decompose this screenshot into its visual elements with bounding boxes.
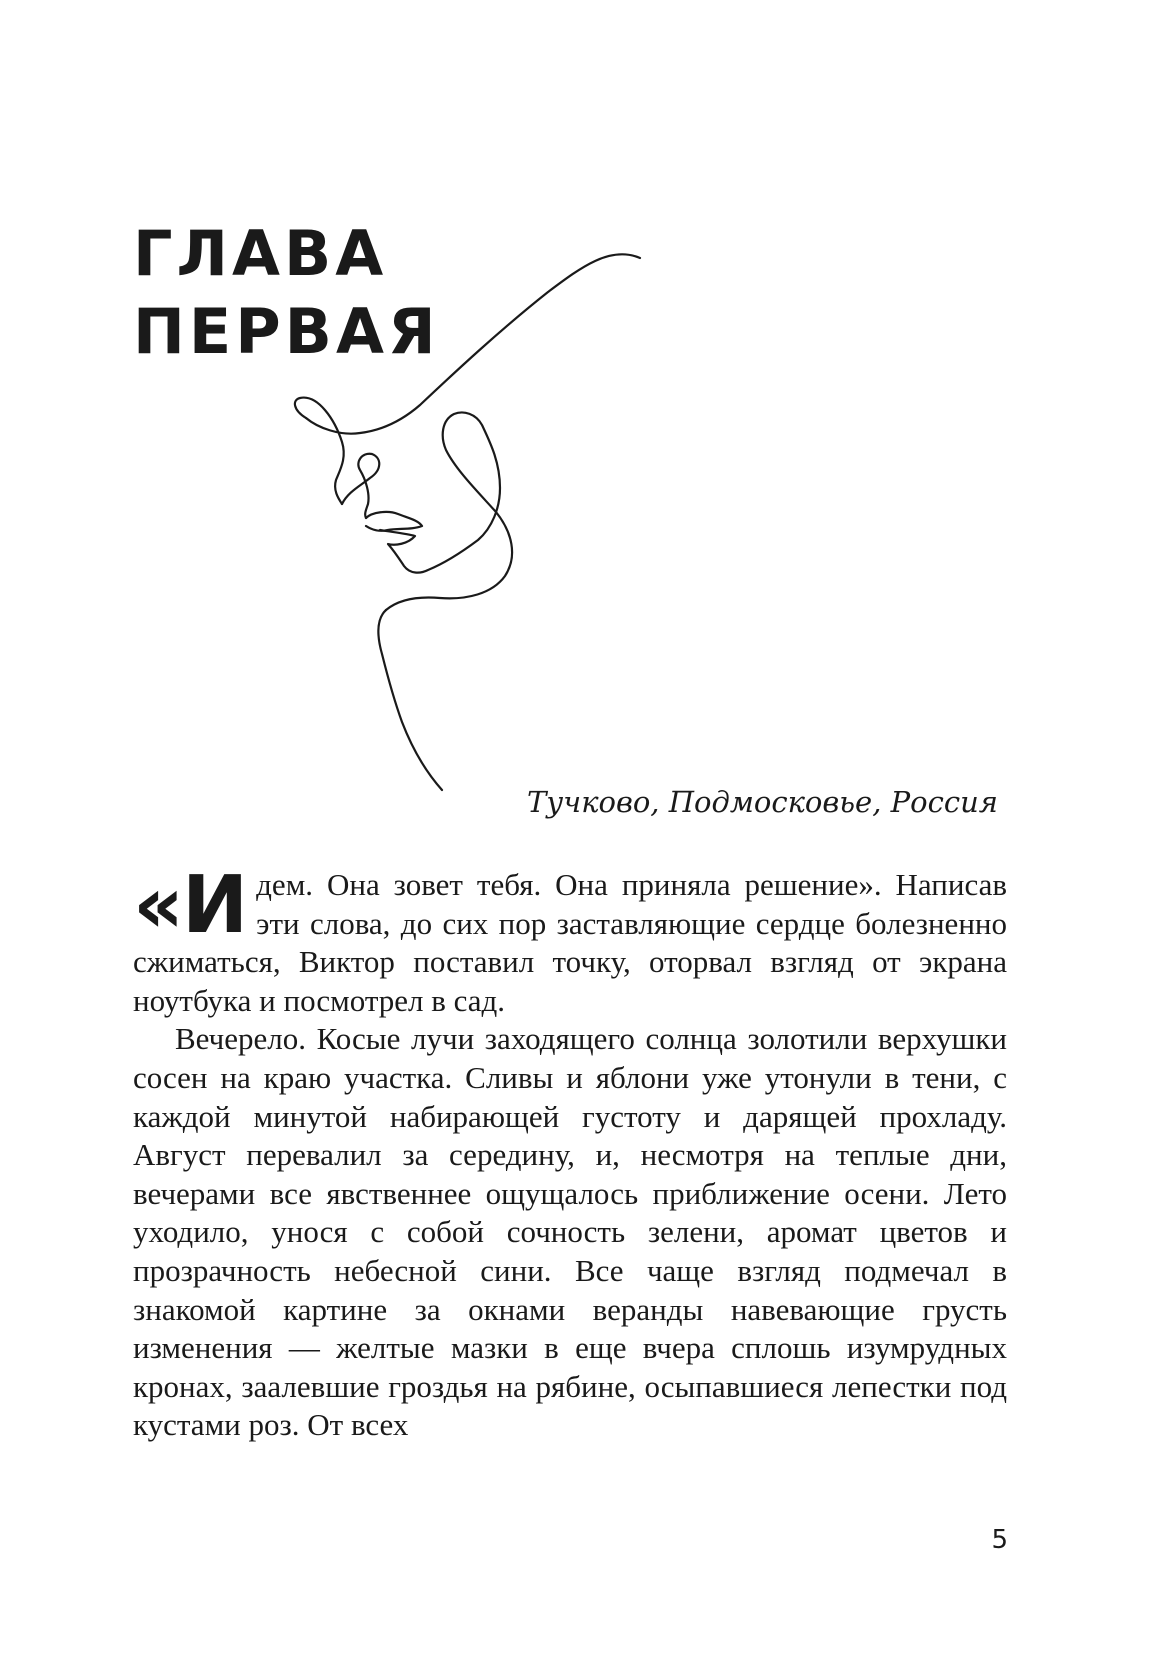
body-text [133, 859, 1007, 1445]
page-number: 5 [991, 1525, 1008, 1555]
paragraph-2: Вечерело. Косые лучи заходящего солнца золотили верхушки сосен на краю участка. Сливы и яблони уже утонули в тени, с каждой минутой набирающей густоту и дарящей прохладу. Август перевалил за середину, и, несмотря на теплые дни, вечерами все явственнее ощущалось приближение осени. Лето уходило, унося с собой сочность зелени, аромат цветов и прозрачность небесной сини. Все чаще взгляд подмечал в знакомой картине за окнами веранды навевающие грусть изменения — желтые мазки в еще вчера сплошь изумрудных кронах, заалевшие гроздья на рябине, осыпавшиеся лепестки под кустами роз. От всех [133, 1021, 1007, 1443]
chapter-title-line-2: ПЕРВАЯ [133, 295, 440, 368]
chapter-title-line-1: ГЛАВА [133, 217, 388, 290]
paragraph-1-text: дем. Она зовет тебя. Она приняла решение». Написав эти слова, до сих пор заставляющие сердце болезненно сжиматься, Виктор поставил точку, оторвал взгляд от экрана ноутбука и посмотрел в сад. [133, 867, 1007, 1018]
drop-cap: «И [133, 859, 247, 951]
paragraph-1 [133, 859, 1007, 1020]
location-caption: Тучково, Подмосковье, Россия [526, 785, 998, 819]
